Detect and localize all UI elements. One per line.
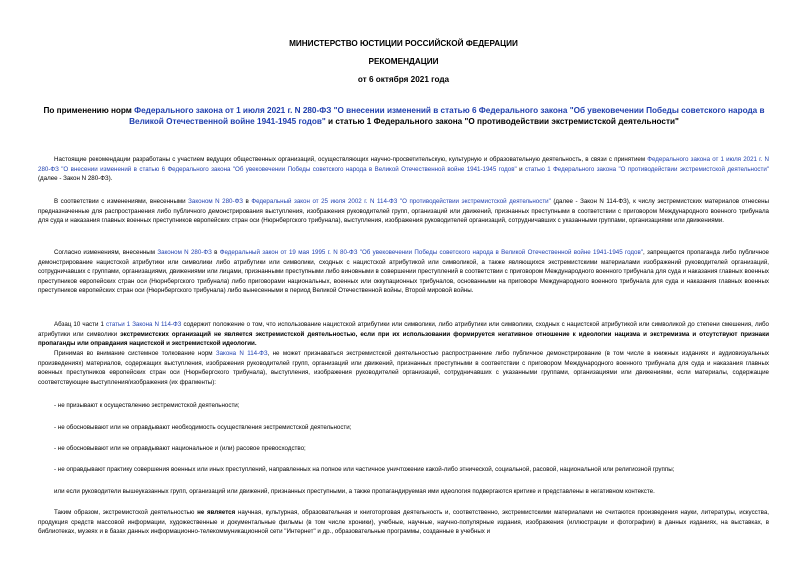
- p5-text-2: , не может признаваться экстремистской деятельностью распространение либо публичное демонстрирование (в том числе в книжных изданиях и аудиовизуальных произведениях) материалов, содержащих выступления, изображения руководителей групп, организаций или движений, признанных преступными в соответствии с приговором Международного военного трибунала для суда и наказания главных военных преступников европейских стран оси (Нюрнбергского трибунала), выступления, изображения руководителей организаций, сотрудничавших с указанными группами, организациями или движениями, если материалы, содержащие соответствующие выступления/изображения (их фрагменты):: [38, 350, 769, 386]
- p4-bold-text: экстремистских организаций не является экстремистской деятельностью, если при их использовании формируется негативное отношение к идеологии нацизма и экстремизма и отсутствуют признаки пропаганды или оправдания нацистской и экстремистской идеологии.: [38, 330, 769, 348]
- p6-text-2: научная, культурная, образовательная и книготорговая деятельность и, соответственно, экстремистскими материалами не считаются произведения науки, литературы, искусства, продукция средств массовой информации, художественные и документальные фильмы (в том числе хроники), учебные, научные, научно-популярные издания, изображения (иллюстрации и фотографии) в данных изданиях, на выставках, в библиотеках, музеях и в базах данных информационно-телекоммуникационной сети "Интернет" и др., образовательные программы, созданные в учебных и: [38, 509, 769, 536]
- p2-law-280-link[interactable]: Законом N 280-ФЗ: [188, 198, 244, 205]
- document-type-heading: РЕКОМЕНДАЦИИ: [368, 57, 439, 66]
- p1-text-3: (далее - Закон N 280-ФЗ).: [38, 175, 113, 183]
- p3-text-2: в: [211, 249, 220, 256]
- p4-text-1: Абзац 10 части 1: [54, 321, 106, 328]
- p5-text-1: Принимая во внимание системное толкование норм: [54, 350, 216, 357]
- p2-law-114-link[interactable]: Федеральный закон от 25 июля 2002 г. N 114-ФЗ "О противодействии экстремистской деятельности": [251, 198, 551, 205]
- p2-text-3: (далее - Закон N 114-ФЗ), к числу экстремистских материалов отнесены предназначенные для распространения либо публичного демонстрирования выступления, изображения руководителей групп, организаций или движений, признанных преступными в соответствии с приговором Международного военного трибунала для суда и наказания главных военных преступников европейских стран оси (Нюрнбергского трибунала), выступления, изображения руководителей организаций, сотрудничавших с указанными группами, организациями или движениями.: [38, 198, 769, 225]
- paragraph-changes-114: [38, 197, 769, 226]
- p1-text-1: Настоящие рекомендации разработаны с участием ведущих общественных организаций, осуществляющих научно-просветительскую, культурную и образовательную деятельность, в связи с принятием: [54, 156, 648, 163]
- list-item: - не обосновывают или не оправдывают необходимость осуществления экстремистской деятельности;: [54, 424, 352, 431]
- p2-text-1: В соответствии с изменениями, внесенными: [54, 198, 189, 205]
- p6-bold-text: не является: [197, 509, 236, 516]
- title-law-280-link[interactable]: Федерального закона от 1 июля 2021 г. N 280-ФЗ "О внесении изменений в статью 6 Федерального закона "Об увековечении Победы советского народа в Великой Отечественной войне 1941-1945 годов": [129, 106, 765, 126]
- list-item: - не призывают к осуществлению экстремистской деятельности;: [54, 402, 240, 409]
- p4-text-2: содержит положение о том, что использование нацистской атрибутики или символики, либо атрибутики или символики, сходных с нацистской атрибутикой или символикой до степени смешения, либо атрибутики или символики: [38, 321, 769, 338]
- list-item: - не оправдывают практику совершения военных или иных преступлений, направленных на полное или частичное уничтожение какой-либо этнической, социальной, расовой, национальной или религиозной группы;: [54, 466, 675, 473]
- p1-law-280-link[interactable]: Федерального закона от 1 июля 2021 г. N 280-ФЗ "О внесении изменений в статью 6 Федерального закона "Об увековечении Победы советского народа в Великой Отечественной войне 1941-1945 годов": [38, 156, 769, 173]
- p3-law-80-link[interactable]: Федеральный закон от 19 мая 1995 г. N 80-ФЗ "Об увековечении Победы советского народа в Великой Отечественной войне 1941-1945 годов": [219, 249, 643, 256]
- p3-law-280-link[interactable]: Законом N 280-ФЗ: [157, 249, 212, 256]
- ministry-heading: МИНИСТЕРСТВО ЮСТИЦИИ РОССИЙСКОЙ ФЕДЕРАЦИИ: [289, 39, 518, 48]
- paragraph-changes-80: [38, 248, 769, 296]
- list-item: или если руководители вышеуказанных групп, организаций или движений, признанных преступными, а также пропагандируемая ими идеология подвергаются критике и представлены в негативном контексте.: [54, 488, 655, 495]
- title-prefix: По применению норм: [43, 106, 135, 115]
- p4-article-1-link[interactable]: статьи 1 Закона N 114-ФЗ: [105, 321, 182, 328]
- paragraph-conclusion: [38, 508, 769, 537]
- p3-text-3: , запрещается пропаганда либо публичное демонстрирование нацистской атрибутики или символики либо атрибутики или символики, сходных с нацистской атрибутикой или символикой, а также являющихся экстремистскими материалами изображений руководителей организаций, сотрудничавших с группами, организациями, движениями или лицами, признанными преступными либо виновными в совершении преступлений в соответствии с приговором Международного военного трибунала для суда и наказания главных военных преступников европейских стран оси (Нюрнбергского трибунала) либо приговорами национальных, военных или оккупационных трибуналов, основанными на приговоре Международного военного трибунала для суда и наказания главных военных преступников европейских стран оси (Нюрнбергского трибунала) либо вынесенными в период Великой Отечественной войны, Второй мировой войны.: [38, 249, 769, 295]
- list-item: - не обосновывают или не оправдывают национальное и (или) расовое превосходство;: [54, 445, 306, 452]
- paragraph-intro: [38, 155, 769, 184]
- title-middle: и статью 1 Федерального закона "О противодействии экстремистской деятельности": [325, 116, 679, 126]
- p3-text-1: Согласно изменениям, внесенным: [54, 249, 158, 256]
- p1-article-1-link[interactable]: статью 1 Федерального закона "О противодействии экстремистской деятельности": [524, 165, 769, 173]
- p2-text-2: в: [243, 198, 252, 205]
- p6-text-1: Таким образом, экстремистской деятельностью: [54, 509, 198, 516]
- document-date: от 6 октября 2021 года: [357, 75, 450, 84]
- paragraph-article-1: [38, 320, 769, 349]
- document-title: [34, 106, 774, 127]
- p5-law-114-link[interactable]: Закона N 114-ФЗ: [215, 350, 268, 357]
- p1-text-2: и: [516, 165, 525, 173]
- paragraph-interpretation: [38, 349, 769, 387]
